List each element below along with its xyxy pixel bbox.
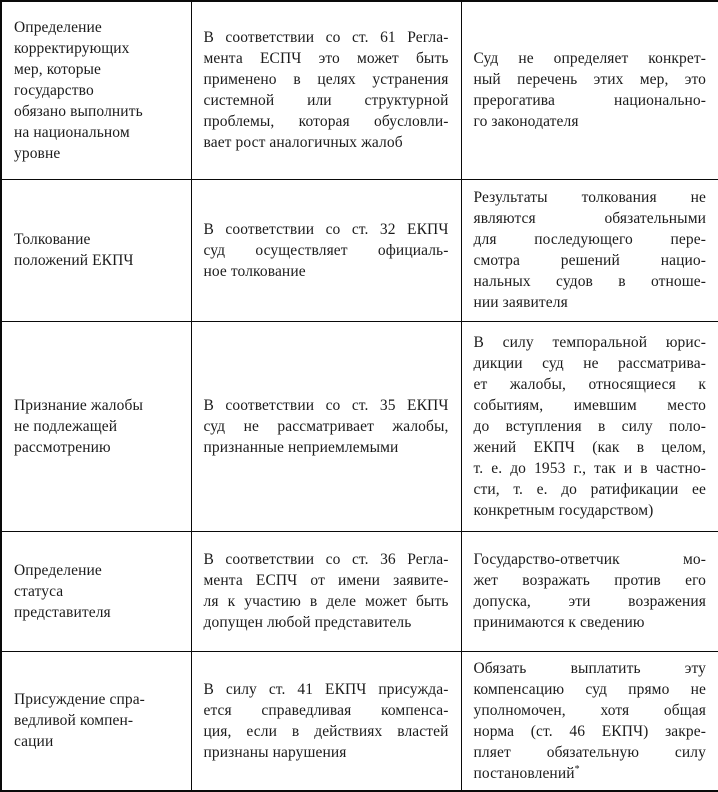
cell-line: В силу ст. 41 ЕКПЧ присужда- <box>203 680 449 698</box>
cell-line: корректирующих <box>14 39 130 57</box>
cell-line: В соответствии со ст. 36 Регла- <box>203 551 449 568</box>
cell-text <box>204 219 449 282</box>
cell-line: мента ЕСПЧ от имени заявите- <box>203 572 449 589</box>
cell-line: смотра решений нацио- <box>473 252 706 269</box>
cell-text <box>14 17 179 164</box>
cell-line: на национальном <box>14 123 130 141</box>
cell-line: обязано выполнить <box>14 102 143 120</box>
cell-text <box>474 658 707 784</box>
cell-text <box>474 48 707 132</box>
cell-line: норма (ст. 46 ЕКПЧ) закре- <box>473 722 706 740</box>
cell-text <box>204 27 449 153</box>
cell-line: допущен любой представитель <box>203 614 412 631</box>
table-cell-term <box>1 179 191 321</box>
table-row <box>1 651 718 791</box>
cell-line: Результаты толкования не <box>473 189 706 206</box>
cell-line: суд не рассматривает жалобы, <box>203 417 449 435</box>
cell-line: государство <box>14 81 94 99</box>
table-cell-basis <box>191 179 461 321</box>
table-cell-basis <box>191 651 461 791</box>
cell-line: Суд не определяет конкрет- <box>473 50 706 68</box>
cell-line: представителя <box>14 603 111 621</box>
cell-line: признанные неприемлемыми <box>203 438 399 456</box>
cell-line: конкретным государством) <box>473 501 654 519</box>
cell-line: мер, которые <box>14 60 102 78</box>
cell-line: признаны нарушения <box>203 743 347 761</box>
cell-text <box>474 187 707 313</box>
cell-line: ля к участию в деле может быть <box>203 593 449 610</box>
cell-line: В соответствии со ст. 61 Регла- <box>203 29 449 47</box>
cell-line: В соответствии со ст. 32 ЕКПЧ <box>203 220 449 238</box>
cell-line: го законодателя <box>473 113 579 131</box>
table-row <box>1 531 718 651</box>
cell-line: мента ЕСПЧ это может быть <box>203 50 449 68</box>
cell-line: В соответствии со ст. 35 ЕКПЧ <box>203 396 449 414</box>
table-cell-basis <box>191 1 461 179</box>
table-cell-limitation <box>461 1 718 179</box>
cell-line: прерогатива национально- <box>473 92 706 110</box>
cell-line: событиям, имевшим место <box>473 396 706 414</box>
cell-line: применено в целях устранения <box>203 71 449 89</box>
cell-line: жений ЕКПЧ (как в целом, <box>473 438 706 456</box>
cell-line: допуска, эти возражения <box>473 593 706 610</box>
cell-line: компенсацию суд прямо не <box>473 680 706 698</box>
cell-line: уполномочен, хотя общая <box>473 701 706 719</box>
table-cell-term <box>1 651 191 791</box>
cell-line: т. е. до 1953 г., так и в частно- <box>473 459 706 477</box>
cell-line: ция, если в действиях властей <box>203 722 449 740</box>
cell-line: системной или структурной <box>203 92 449 110</box>
cell-line: пляет обязательную силу <box>473 743 706 761</box>
table-row <box>1 1 718 179</box>
table-cell-limitation <box>461 179 718 321</box>
cell-line: Определение <box>14 18 102 36</box>
cell-line: уровне <box>14 144 61 162</box>
cell-text <box>204 549 449 633</box>
cell-line: являются обязательными <box>473 210 706 227</box>
cell-text <box>474 332 707 521</box>
cell-line: Государство-ответчик мо- <box>473 551 706 568</box>
table-cell-basis <box>191 531 461 651</box>
cell-text <box>204 679 449 763</box>
cell-line: Обязать выплатить эту <box>473 659 706 677</box>
table-cell-basis <box>191 321 461 531</box>
comparison-table-body <box>1 1 718 791</box>
table-cell-limitation <box>461 651 718 791</box>
cell-text <box>204 395 449 458</box>
cell-line: не подлежащей <box>14 417 118 435</box>
cell-line: суд осуществляет официаль- <box>203 241 449 259</box>
cell-line: проблемы, которая обусловли- <box>203 113 449 131</box>
cell-line: сти, т. е. до ратификации ее <box>473 480 706 498</box>
cell-line: Признание жалобы <box>14 396 143 414</box>
cell-line: ет жалобы, относящиеся к <box>473 375 706 393</box>
cell-line: Присуждение спра- <box>14 691 145 708</box>
cell-line: ется справедливая компенса- <box>203 701 449 719</box>
cell-text <box>474 549 707 633</box>
cell-text <box>14 689 179 752</box>
cell-line: для последующего пере- <box>473 231 706 248</box>
cell-line: статуса <box>14 582 64 600</box>
table-cell-limitation <box>461 531 718 651</box>
table-cell-term <box>1 531 191 651</box>
cell-line: вает рост аналогичных жалоб <box>203 134 403 152</box>
cell-line: рассмотрению <box>14 438 111 456</box>
cell-line: ное толкование <box>203 262 306 280</box>
cell-text <box>14 395 179 458</box>
cell-line: Толкование <box>14 231 91 248</box>
table-cell-term <box>1 1 191 179</box>
cell-line: сации <box>14 733 54 750</box>
cell-line: жет возражать против его <box>473 572 706 589</box>
cell-line: ведливой компен- <box>14 712 134 729</box>
cell-line: Определение <box>14 561 102 579</box>
cell-line: ный перечень этих мер, это <box>473 71 706 89</box>
table-row <box>1 179 718 321</box>
footnote-marker: * <box>574 763 580 775</box>
cell-line: В силу темпоральной юрис- <box>473 333 706 351</box>
cell-line: до вступления в силу поло- <box>473 417 706 435</box>
table-row <box>1 321 718 531</box>
cell-line: постановлений* <box>473 763 580 782</box>
table-cell-limitation <box>461 321 718 531</box>
cell-text <box>14 229 179 271</box>
cell-line: нальных судов в отноше- <box>473 273 706 290</box>
cell-line: нии заявителя <box>473 294 568 311</box>
cell-line: принимаются к сведению <box>473 614 645 631</box>
cell-text <box>14 560 179 623</box>
cell-line: положений ЕКПЧ <box>14 252 134 269</box>
table-cell-term <box>1 321 191 531</box>
cell-line: дикции суд не рассматрива- <box>473 354 706 372</box>
